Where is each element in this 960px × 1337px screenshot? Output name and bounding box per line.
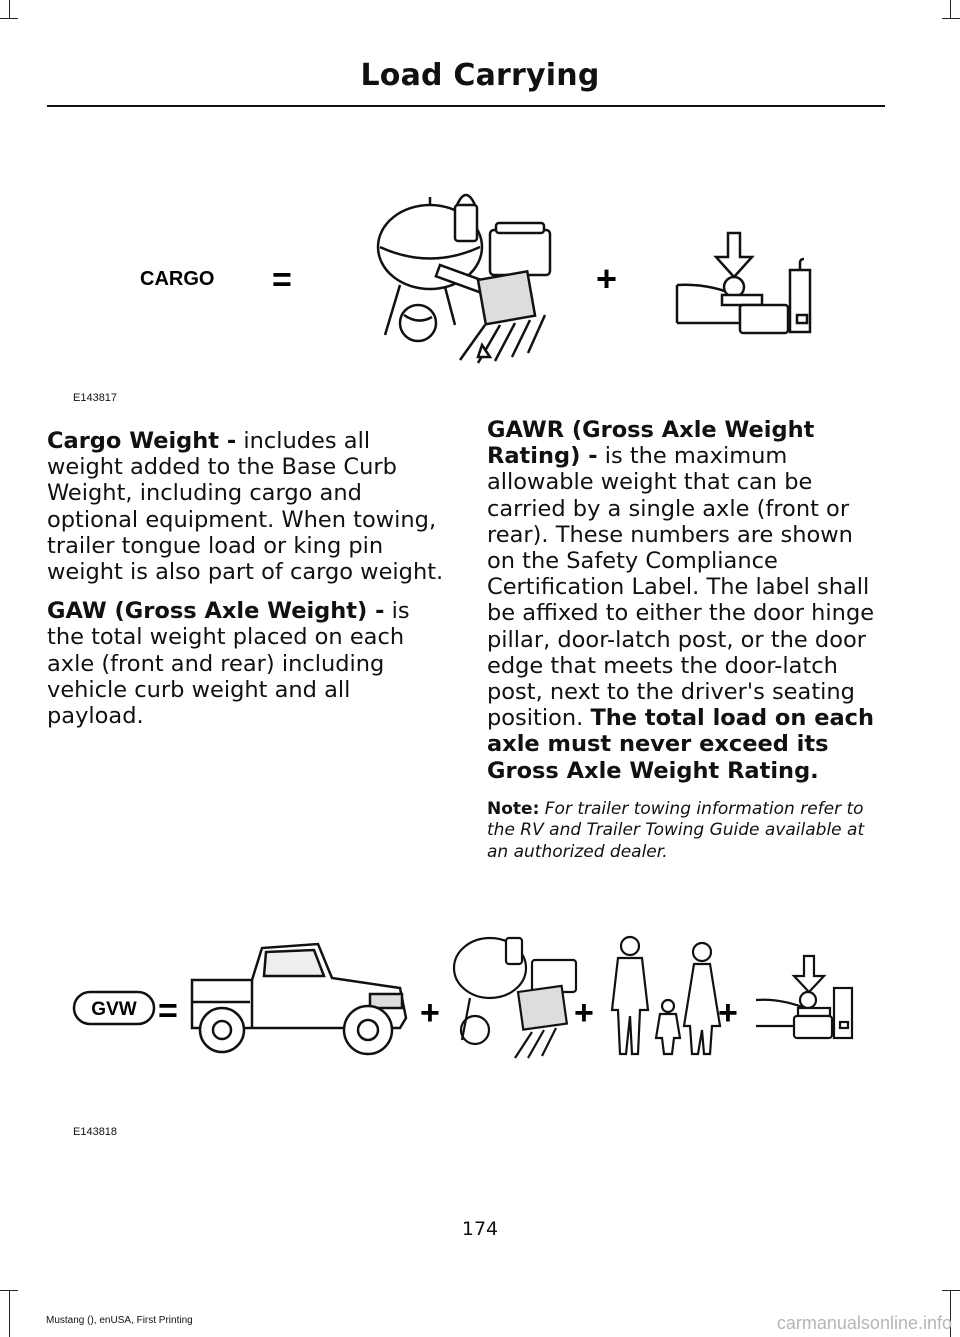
crop-mark-top-left-h bbox=[0, 18, 18, 19]
left-column bbox=[47, 428, 452, 742]
watermark: carmanualsonline.info bbox=[776, 1313, 952, 1333]
gvw-equation-illustration bbox=[70, 930, 870, 1065]
equals-sign: = bbox=[272, 261, 292, 299]
gawr-text: is the maximum allowable weight that can be carried by a single axle (front or rear). These numbers are shown on the Safety Compliance Certification Label. The label shall be affixed to either the door hinge pillar, door-latch post, or the door edge that meets the door-latch post, next to the driver's seating position. bbox=[487, 443, 875, 732]
gaw-text: is the total weight placed on each axle (front and rear) including vehicle curb weight and all payload. bbox=[47, 598, 410, 730]
crop-mark-top-right-h bbox=[942, 18, 960, 19]
cargo-equation-illustration bbox=[100, 175, 860, 375]
note-text: For trailer towing information refer to the RV and Trailer Towing Guide available at an authorized dealer. bbox=[487, 798, 865, 863]
cargo-weight-definition bbox=[47, 428, 452, 585]
crop-mark-bottom-left-v bbox=[9, 1290, 10, 1337]
figure-code-2: E143818 bbox=[73, 1126, 118, 1138]
gawr-definition bbox=[487, 417, 887, 784]
towing-note bbox=[487, 799, 887, 864]
header-divider bbox=[47, 105, 885, 107]
crop-mark-bottom-left-h bbox=[0, 1290, 18, 1291]
term-cargo-weight: Cargo Weight - bbox=[47, 428, 237, 454]
crop-mark-top-left-v bbox=[9, 0, 10, 18]
trailer-hitch-icon-2 bbox=[756, 956, 852, 1038]
figure-code-1: E143817 bbox=[73, 392, 118, 404]
right-column bbox=[487, 417, 887, 877]
plus-sign-2a: + bbox=[420, 994, 440, 1032]
plus-sign: + bbox=[596, 258, 618, 299]
cargo-items-icon-2 bbox=[454, 938, 576, 1058]
trailer-hitch-icon bbox=[677, 233, 810, 333]
equals-sign-2: = bbox=[158, 992, 178, 1030]
page-number: 174 bbox=[461, 1218, 499, 1240]
pickup-truck-icon bbox=[192, 944, 406, 1054]
cargo-weight-text: includes all weight added to the Base Curb Weight, including cargo and optional equipment. When towing, trailer tongue load or king pin weight is also part of cargo weight. bbox=[47, 428, 444, 586]
family-passengers-icon bbox=[612, 937, 720, 1054]
cargo-items-icon bbox=[378, 195, 550, 363]
plus-sign-2c: + bbox=[718, 994, 738, 1032]
figure-gvw-equation bbox=[70, 930, 870, 1065]
term-gawr: GAWR (Gross Axle Weight Rating) - bbox=[487, 417, 815, 470]
gawr-warning: The total load on each axle must never exceed its Gross Axle Weight Rating. bbox=[487, 705, 874, 784]
figure-cargo-equation bbox=[100, 175, 860, 375]
gvw-badge bbox=[74, 992, 154, 1024]
note-label: Note: bbox=[487, 798, 540, 819]
crop-mark-bottom-right-h bbox=[942, 1290, 960, 1291]
crop-mark-top-right-v bbox=[950, 0, 951, 18]
term-gaw: GAW (Gross Axle Weight) - bbox=[47, 598, 385, 625]
page-title: Load Carrying bbox=[360, 58, 600, 93]
gaw-definition bbox=[47, 598, 452, 729]
plus-sign-2b: + bbox=[574, 994, 594, 1032]
gvw-label: GVW bbox=[91, 999, 137, 1020]
cargo-label: CARGO bbox=[140, 268, 215, 290]
footer-edition: Mustang (), enUSA, First Printing bbox=[46, 1315, 193, 1326]
